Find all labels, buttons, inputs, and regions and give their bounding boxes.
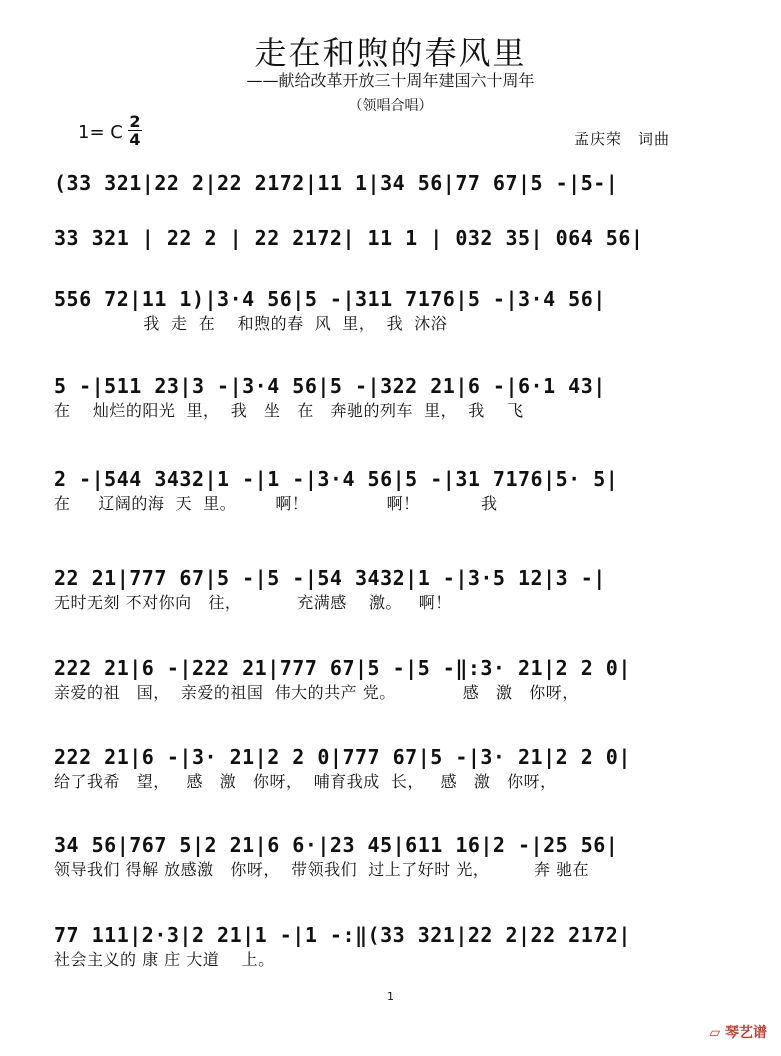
- song-title: 走在和煦的春风里: [254, 34, 527, 72]
- lyrics-line: 我 走 在 和煦的春 风 里， 我 沐浴: [54, 314, 448, 333]
- lyrics-line: 给了我希 望， 感 激 你呀， 哺育我成 长， 感 激 你呀，: [54, 772, 557, 791]
- key-signature: 1= C: [78, 122, 123, 143]
- lyrics-line: 无时无刻 不对你向 往， 充满感 激。 啊！: [54, 593, 452, 612]
- lyrics-line: 亲爱的祖 国， 亲爱的祖国 伟大的共产 党。 感 激 你呀，: [54, 683, 579, 702]
- singing-form: （领唱合唱）: [348, 98, 433, 114]
- time-signature: [128, 114, 142, 147]
- lyrics-line: [54, 196, 734, 220]
- composer-credit: 孟庆荣 词曲: [574, 130, 671, 148]
- notation-line: 5 -|511 23|3 -|3·4 56|5 -|322 21|6 -|6·1 43|: [54, 374, 606, 398]
- score-system-10: [54, 922, 734, 972]
- notation-line: 222 21|6 -|222 21|777 67|5 -|5 -‖:3· 21|2 2 0|: [54, 656, 631, 680]
- score-system-4: [54, 373, 734, 423]
- lyrics-line: [54, 251, 734, 275]
- notation-line: 22 21|777 67|5 -|5 -|54 3432|1 -|3·5 12|3 -|: [54, 566, 606, 590]
- score-system-5: [54, 466, 734, 516]
- time-denominator: 4: [129, 130, 141, 149]
- notation-line: (33 321|22 2|22 2172|11 1|34 56|77 67|5 -|5-|: [54, 171, 619, 195]
- score-system-3: [54, 286, 734, 336]
- lyrics-line: 在 灿烂的阳光 里， 我 坐 在 奔驰的列车 里， 我 飞: [54, 401, 524, 420]
- score-system-7: [54, 655, 734, 705]
- score-system-9: [54, 832, 734, 882]
- logo-icon: ▱: [709, 1025, 721, 1041]
- notation-line: 33 321 | 22 2 | 22 2172| 11 1 | 032 35| 064 56|: [54, 226, 644, 250]
- notation-line: 77 111|2·3|2 21|1 -|1 -:‖(33 321|22 2|22 2172|: [54, 923, 631, 947]
- time-numerator: 2: [129, 112, 141, 131]
- watermark-logo: [709, 1022, 767, 1042]
- score-system-8: [54, 744, 734, 794]
- notation-line: 556 72|11 1)|3·4 56|5 -|311 7176|5 -|3·4 56|: [54, 287, 606, 311]
- notation-line: 2 -|544 3432|1 -|1 -|3·4 56|5 -|31 7176|5· 5|: [54, 467, 619, 491]
- watermark-text: 琴艺谱: [725, 1025, 767, 1041]
- score-system-2: [54, 225, 734, 275]
- page-number: 1: [387, 990, 394, 1003]
- score-system-1: [54, 170, 734, 220]
- song-subtitle: ——献给改革开放三十周年建国六十周年: [246, 71, 535, 90]
- notation-line: 222 21|6 -|3· 21|2 2 0|777 67|5 -|3· 21|2 2 0|: [54, 745, 631, 769]
- lyrics-line: 社会主义的 康 庄 大道 上。: [54, 950, 275, 969]
- notation-line: 34 56|767 5|2 21|6 6·|23 45|611 16|2 -|25 56|: [54, 833, 619, 857]
- lyrics-line: 领导我们 得解 放感激 你呀， 带领我们 过上了好时 光， 奔 驰在: [54, 860, 590, 879]
- score-system-6: [54, 565, 734, 615]
- lyrics-line: 在 辽阔的海 天 里。 啊！ 啊！ 我: [54, 494, 498, 513]
